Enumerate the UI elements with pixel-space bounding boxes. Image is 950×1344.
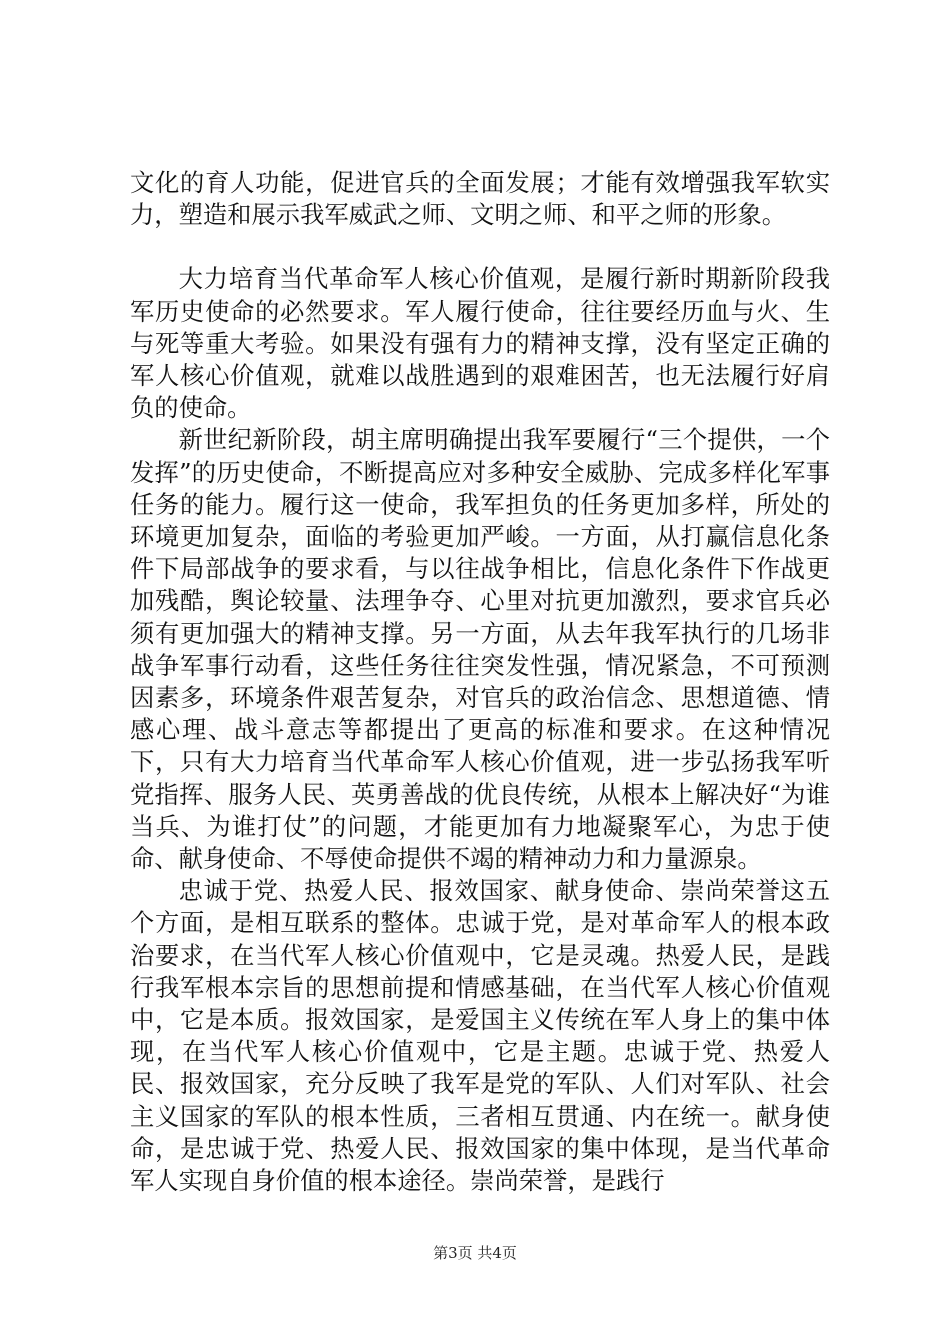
paragraph: 大力培育当代革命军人核心价值观，是履行新时期新阶段我军历史使命的必然要求。军人履行使命，往往要经历血与火、生与死等重大考验。如果没有强有力的精神支撑，没有坚定正确的军人核心价值观，就难以战胜遇到的艰难困苦，也无法履行好肩负的使命。	[130, 264, 830, 423]
paragraph-continued: 文化的育人功能，促进官兵的全面发展；才能有效增强我军软实力，塑造和展示我军威武之师、文明之师、和平之师的形象。	[130, 168, 830, 230]
paragraph: 新世纪新阶段，胡主席明确提出我军要履行“三个提供，一个发挥”的历史使命，不断提高应对多种安全威胁、完成多样化军事任务的能力。履行这一使命，我军担负的任务更加多样，所处的环境更加复杂，面临的考验更加严峻。一方面，从打赢信息化条件下局部战争的要求看，与以往战争相比，信息化条件下作战更加残酷，舆论较量、法理争夺、心里对抗更加激烈，要求官兵必须有更加强大的精神支撑。另一方面，从去年我军执行的几场非战争军事行动看，这些任务往往突发性强，情况紧急，不可预测因素多，环境条件艰苦复杂，对官兵的政治信念、思想道德、情感心理、战斗意志等都提出了更高的标准和要求。在这种情况下，只有大力培育当代革命军人核心价值观，进一步弘扬我军听党指挥、服务人民、英勇善战的优良传统，从根本上解决好“为谁当兵、为谁打仗”的问题，才能更加有力地凝聚军心，为忠于使命、献身使命、不辱使命提供不竭的精神动力和力量源泉。	[130, 425, 830, 874]
page-number-footer: 第3页 共4页	[433, 1244, 517, 1262]
body-text	[130, 167, 830, 1197]
paragraph: 忠诚于党、热爱人民、报效国家、献身使命、崇尚荣誉这五个方面，是相互联系的整体。忠诚于党，是对革命军人的根本政治要求，在当代军人核心价值观中，它是灵魂。热爱人民，是践行我军根本宗旨的思想前提和情感基础，在当代军人核心价值观中，它是本质。报效国家，是爱国主义传统在军人身上的集中体现，在当代军人核心价值观中，它是主题。忠诚于党、热爱人民、报效国家，充分反映了我军是党的军队、人们对军队、社会主义国家的军队的根本性质，三者相互贯通、内在统一。献身使命，是忠诚于党、热爱人民、报效国家的集中体现，是当代革命军人实现自身价值的根本途径。崇尚荣誉，是践行	[130, 876, 830, 1196]
